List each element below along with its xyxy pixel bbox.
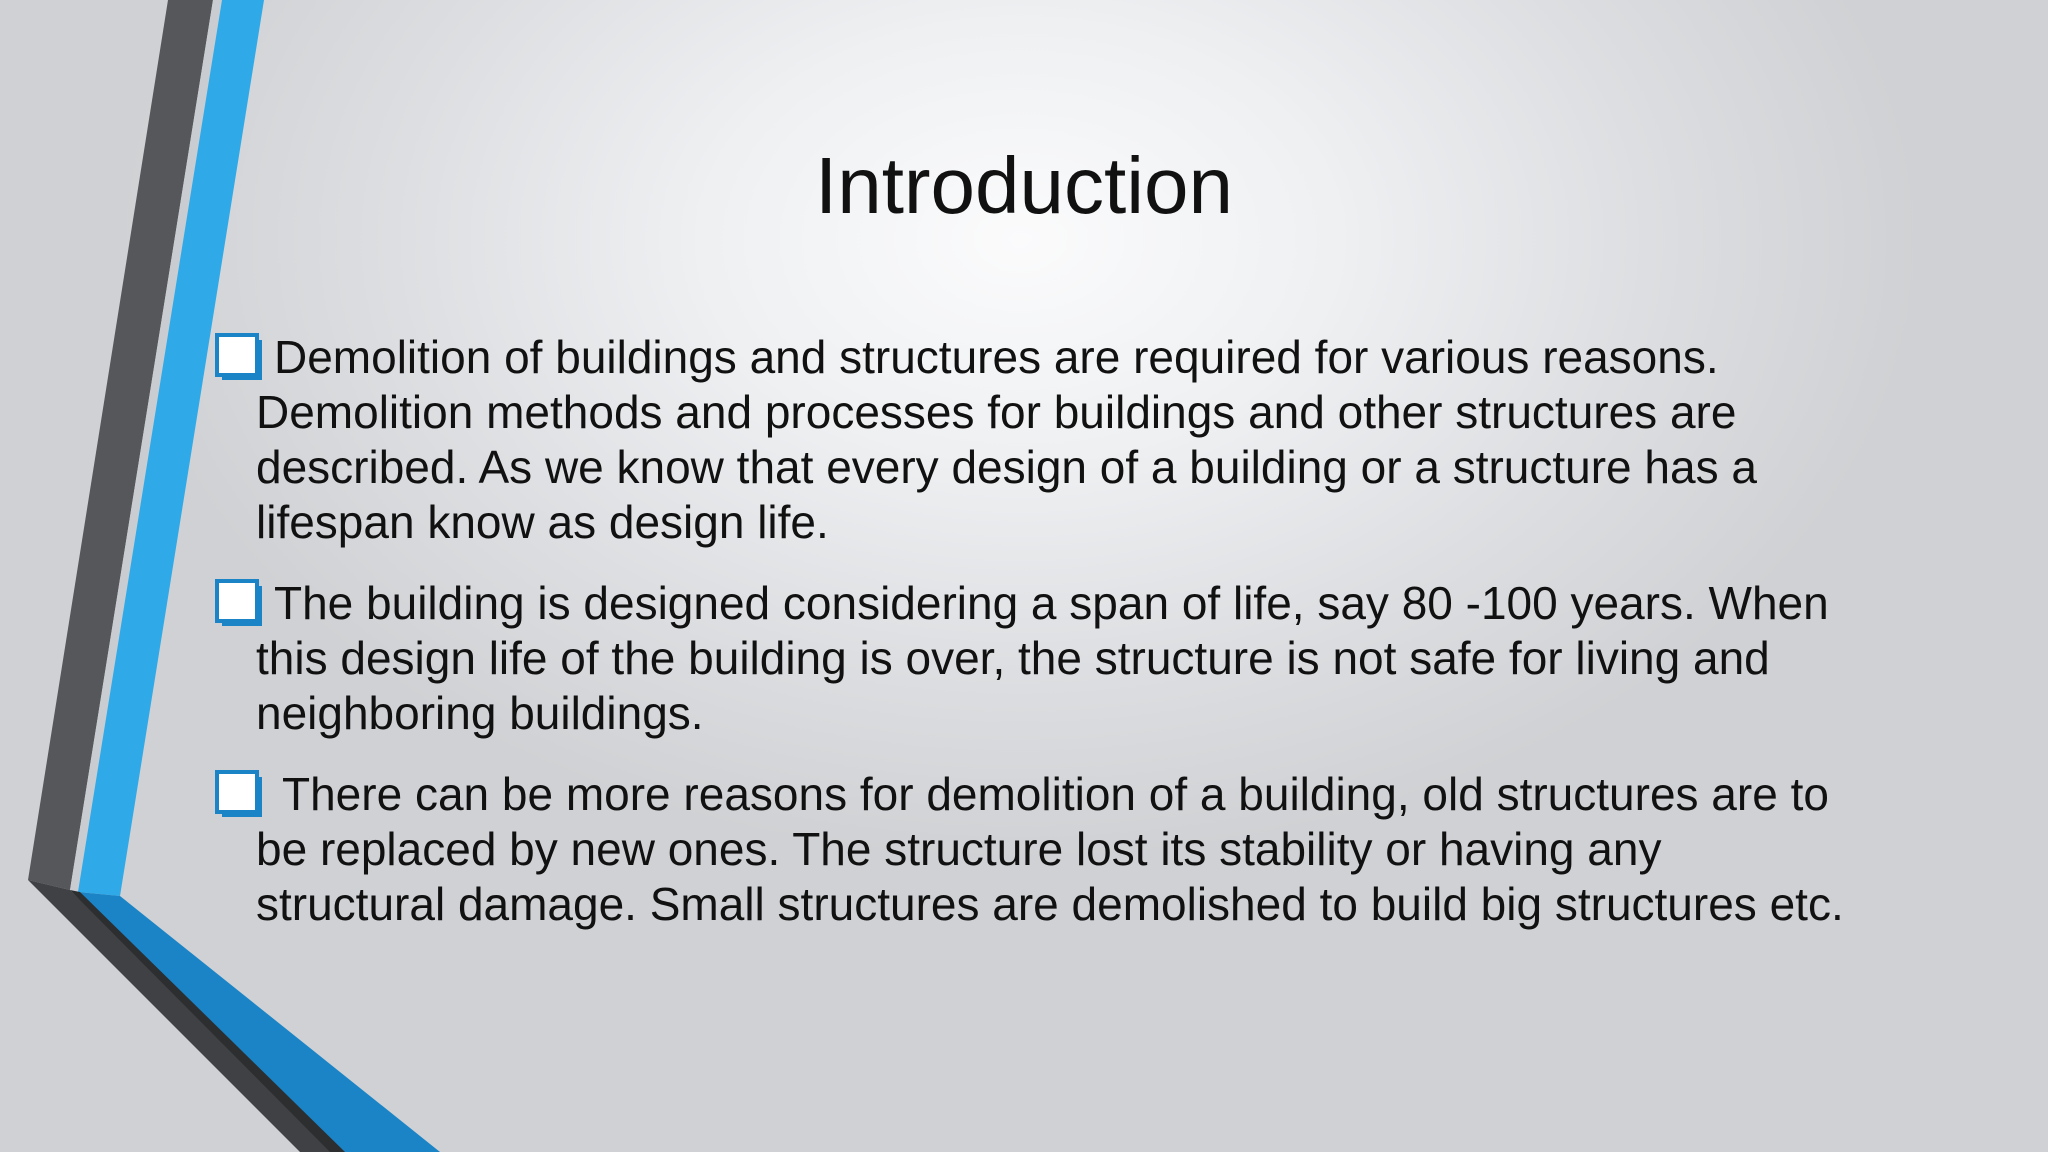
bullet-item (212, 576, 1862, 741)
bullet-list (212, 330, 1862, 932)
light-separator (70, 0, 222, 892)
bullet-item (212, 330, 1862, 550)
slide-title: Introduction (814, 141, 1234, 230)
checkbox-square-icon (214, 332, 266, 384)
bullet-text: Demolition of buildings and structures are required for various reasons. Demolition methods and processes for buildings and other structures are described. As we know that every design of a building or a structure has a lifespan know as design life. (256, 331, 1757, 548)
bullet-item (212, 767, 1862, 932)
bullet-text: The building is designed considering a span of life, say 80 -100 years. When this design life of the building is over, the structure is not safe for living and neighboring buildings. (256, 577, 1829, 739)
checkbox-square-icon (214, 578, 266, 630)
bullet-text: There can be more reasons for demolition of a building, old structures are to be replaced by new ones. The structure lost its stability or having any structural damage. Small structures are demolished to build big structures etc. (256, 768, 1844, 930)
checkbox-square-icon (214, 769, 266, 821)
